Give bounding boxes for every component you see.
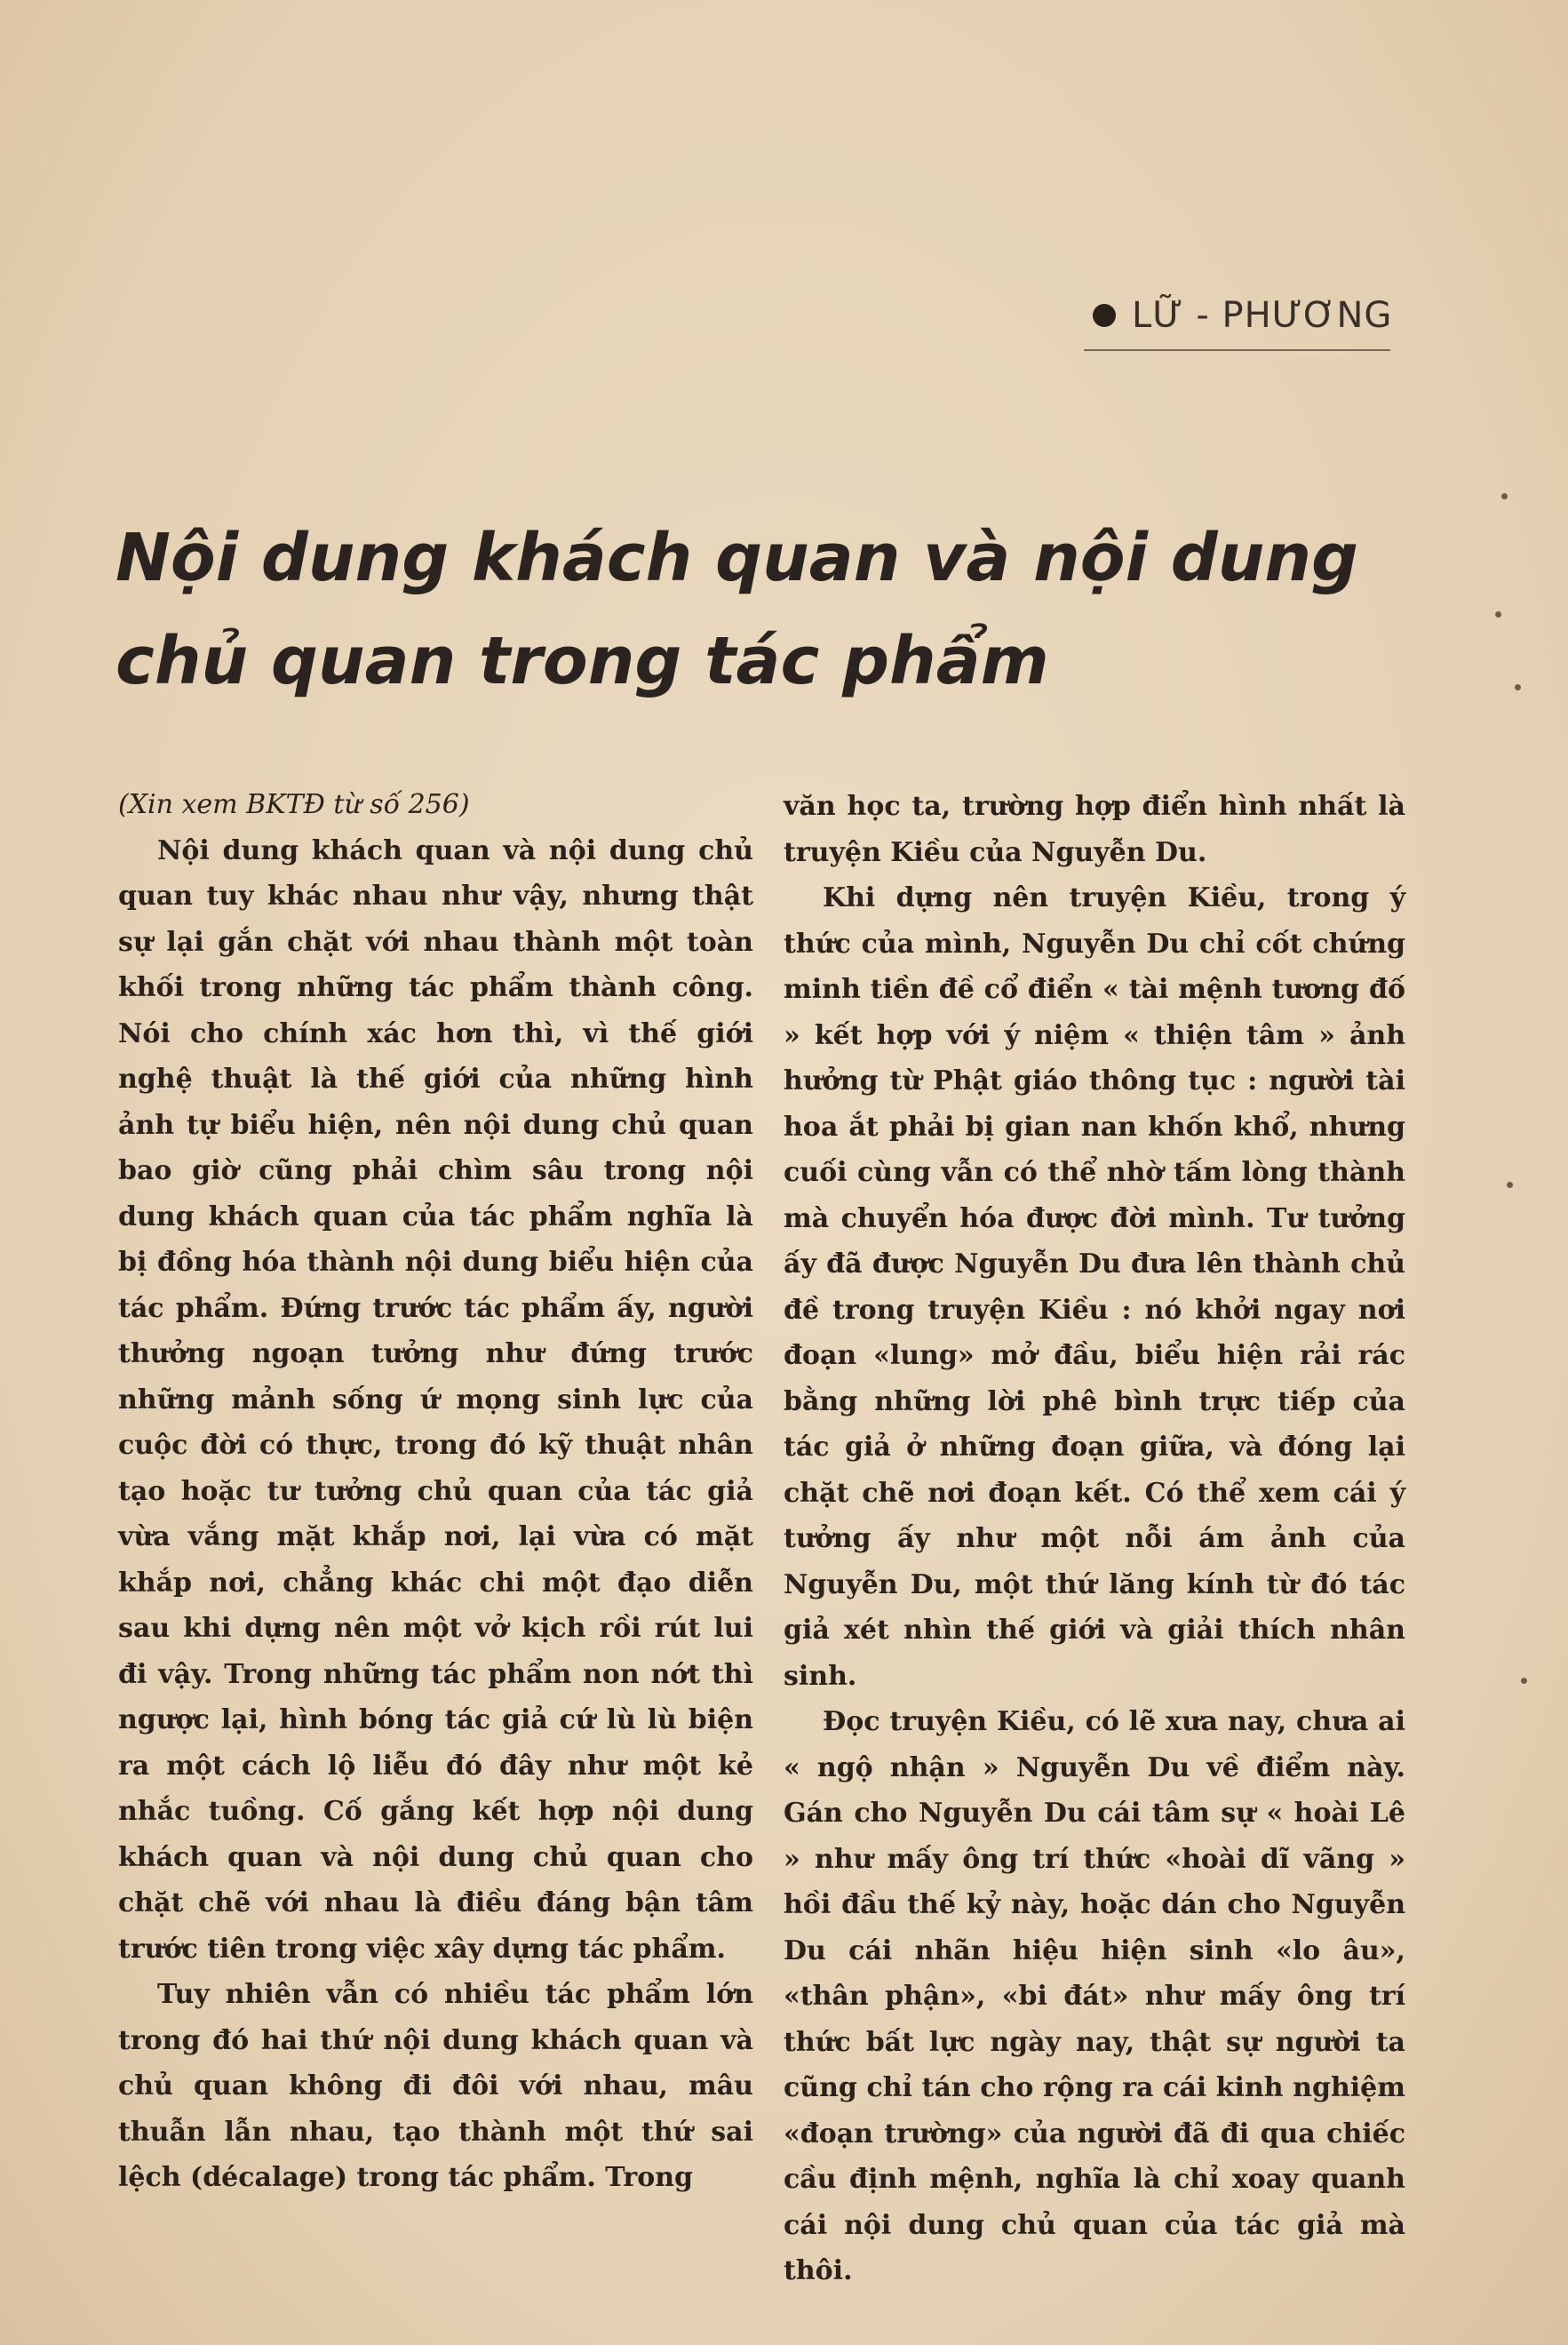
paper-speck [1495, 611, 1501, 618]
author-byline [1093, 295, 1392, 336]
byline-rule [1084, 349, 1390, 351]
title-line-1: Nội dung khách quan và nội dung [115, 520, 1359, 596]
right-paragraph-1: văn học ta, trường hợp điển hình nhất là truyện Kiều của Nguyễn Du. [784, 791, 1405, 868]
left-paragraph-1: Nội dung khách quan và nội dung chủ quan tuy khác nhau như vậy, nhưng thật sự lại gắn chặt với nhau thành một toàn khối trong những tác phẩm thành công. Nói cho chính xác hơn thì, vì thế giới nghệ thuật là thế giới của những hình ảnh tự biểu hiện, nên nội dung chủ quan bao giờ cũng phải chìm sâu trong nội dung khách quan của tác phẩm nghĩa là bị đồng hóa thành nội dung biểu hiện của tác phẩm. Đứng trước tác phẩm ấy, người thưởng ngoạn tưởng như đứng trước những mảnh sống ứ mọng sinh lực của cuộc đời có thực, trong đó kỹ thuật nhân tạo hoặc tư tưởng chủ quan của tác giả vừa vắng mặt khắp nơi, lại vừa có mặt khắp nơi, chẳng khác chi một đạo diễn sau khi dựng nên một vở kịch rồi rút lui đi vậy. Trong những tác phẩm non nớt thì ngược lại, hình bóng tác giả cứ lù lù biện ra một cách lộ liễu đó đây như một kẻ nhắc tuồng. Cố gắng kết hợp nội dung khách quan và nội dung chủ quan cho chặt chẽ với nhau là điều đáng bận tâm trước tiên trong việc xây dựng tác phẩm. [118, 834, 753, 1965]
bullet-dot-icon [1093, 304, 1116, 327]
source-note: (Xin xem BKTĐ từ số 256) [118, 789, 470, 820]
paper-speck [1507, 1182, 1513, 1188]
left-column [118, 782, 753, 2201]
paper-speck [1521, 1678, 1527, 1684]
right-paragraph-2: Khi dựng nên truyện Kiều, trong ý thức của mình, Nguyễn Du chỉ cốt chứng minh tiền đề cổ điển « tài mệnh tương đố » kết hợp với ý niệm « thiện tâm » ảnh hưởng từ Phật giáo thông tục : người tài hoa ắt phải bị gian nan khốn khổ, nhưng cuối cùng vẫn có thể nhờ tấm lòng thành mà chuyển hóa được đời mình. Tư tưởng ấy đã được Nguyễn Du đưa lên thành chủ đề trong truyện Kiều : nó khởi ngay nơi đoạn «lung» mở đầu, biểu hiện rải rác bằng những lời phê bình trực tiếp của tác giả ở những đoạn giữa, và đóng lại chặt chẽ nơi đoạn kết. Có thể xem cái ý tưởng ấy như một nỗi ám ảnh của Nguyễn Du, một thứ lăng kính từ đó tác giả xét nhìn thế giới và giải thích nhân sinh. [784, 882, 1405, 1692]
right-column [784, 784, 1405, 2294]
left-paragraph-2: Tuy nhiên vẫn có nhiều tác phẩm lớn trong đó hai thứ nội dung khách quan và chủ quan không đi đôi với nhau, mâu thuẫn lẫn nhau, tạo thành một thứ sai lệch (décalage) trong tác phẩm. Trong [118, 1979, 753, 2193]
title-line-2: chủ quan trong tác phẩm [115, 623, 1049, 699]
paper-speck [1501, 493, 1508, 499]
author-name: LỮ - PHƯƠNG [1132, 295, 1393, 336]
article-title [115, 506, 1413, 713]
right-paragraph-3: Đọc truyện Kiều, có lẽ xưa nay, chưa ai « ngộ nhận » Nguyễn Du về điểm này. Gán cho Nguyễn Du cái tâm sự « hoài Lê » như mấy ông trí thức «hoài dĩ vãng » hồi đầu thế kỷ này, hoặc dán cho Nguyễn Du cái nhãn hiệu hiện sinh «lo âu», «thân phận», «bi đát» như mấy ông trí thức bất lực ngày nay, thật sự người ta cũng chỉ tán cho rộng ra cái kinh nghiệm «đoạn trường» của người đã đi qua chiếc cầu định mệnh, nghĩa là chỉ xoay quanh cái nội dung chủ quan của tác giả mà thôi. [784, 1706, 1405, 2286]
paper-speck [1515, 684, 1521, 690]
